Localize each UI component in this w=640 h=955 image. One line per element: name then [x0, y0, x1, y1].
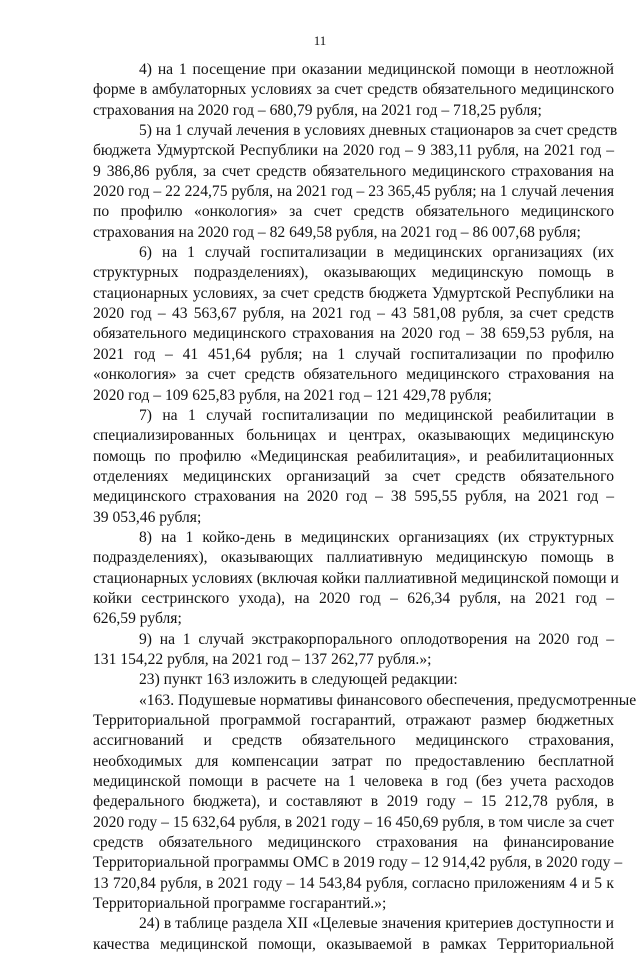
- text-line: 9) на 1 случай экстракорпорального оплодотворения на 2020 год –: [139, 630, 614, 648]
- text-line: необходимых для компенсации затрат по предоставлению бесплатной: [93, 752, 614, 770]
- text-line: 2020 год – 43 563,67 рубля, на 2021 год – 43 581,08 рубля, за счет средств: [93, 305, 614, 323]
- text-line: 7) на 1 случай госпитализации по медицинской реабилитации в: [139, 406, 614, 424]
- text-line: бюджета Удмуртской Республики на 2020 год – 9 383,11 рубля, на 2021 год –: [93, 142, 614, 160]
- text-line: подразделениях), оказывающих паллиативную медицинскую помощь в: [93, 549, 614, 567]
- text-line: койки сестринского ухода), на 2020 год – 626,34 рубля, на 2021 год –: [93, 589, 614, 607]
- text-line: отделениях медицинских организаций за счет средств обязательного: [93, 467, 614, 485]
- text-line: помощь по профилю «Медицинская реабилитация», и реабилитационных: [93, 447, 614, 465]
- text-line: стационарных условиях (включая койки паллиативной медицинской помощи и: [93, 569, 619, 587]
- text-line: 39 053,46 рубля;: [93, 508, 202, 526]
- text-line: «онкология» за счет средств обязательного медицинского страхования на: [93, 366, 614, 384]
- text-line: страхования на 2020 год – 82 649,58 рубля, на 2021 год – 86 007,68 рубля;: [93, 223, 581, 241]
- text-line: 5) на 1 случай лечения в условиях дневных стационаров за счет средств: [139, 122, 618, 140]
- text-line: Территориальной программе госгарантий.»;: [93, 895, 387, 913]
- text-line: качества медицинской помощи, оказываемой в рамках Территориальной: [93, 935, 614, 953]
- text-line: 626,59 рубля;: [93, 610, 182, 628]
- text-line: 24) в таблице раздела XII «Целевые значения критериев доступности и: [139, 915, 614, 933]
- text-line: 4) на 1 посещение при оказании медицинской помощи в неотложной: [139, 61, 614, 78]
- text-line: 8) на 1 койко-день в медицинских организациях (их структурных: [139, 528, 614, 546]
- text-line: специализированных больницах и центрах, оказывающих медицинскую: [93, 427, 614, 445]
- text-line: 131 154,22 рубля, на 2021 год – 137 262,77 рубля.»;: [93, 650, 432, 668]
- text-line: стационарных условиях, за счет средств бюджета Удмуртской Республики на: [93, 284, 614, 302]
- page-number: 11: [313, 33, 327, 48]
- text-line: 2021 год – 41 451,64 рубля; на 1 случай госпитализации по профилю: [93, 345, 614, 363]
- text-line: Территориальной программой госгарантий, отражают размер бюджетных: [93, 712, 614, 729]
- text-line: 2020 год – 22 224,75 рубля, на 2021 год – 23 365,45 рубля; на 1 случай лечения: [93, 183, 614, 201]
- document-body: [93, 60, 637, 955]
- text-line: обязательного медицинского страхования на 2020 год – 38 659,53 рубля, на: [93, 325, 614, 343]
- text-line: 2020 год – 109 625,83 рубля, на 2021 год – 121 429,78 рубля;: [93, 386, 492, 404]
- text-line: по профилю «онкология» за счет средств обязательного медицинского: [93, 203, 614, 221]
- text-line: 6) на 1 случай госпитализации в медицинских организациях (их: [139, 244, 614, 262]
- text-line: 23) пункт 163 изложить в следующей редакции:: [139, 671, 458, 689]
- text-line: 9 386,86 рубля, за счет средств обязательного медицинского страхования на: [93, 162, 614, 180]
- text-line: форме в амбулаторных условиях за счет средств обязательного медицинского: [93, 81, 614, 99]
- text-line: средств обязательного медицинского страхования на финансирование: [93, 834, 614, 852]
- text-line: медицинской помощи в расчете на 1 человека в год (без учета расходов: [93, 773, 614, 791]
- text-line: 13 720,84 рубля, в 2021 году – 14 543,84 рубля, согласно приложениям 4 и 5 к: [93, 874, 614, 892]
- text-line: 2020 году – 15 632,64 рубля, в 2021 году – 16 450,69 рубля, в том числе за счет: [93, 813, 614, 831]
- text-line: структурных подразделениях), оказывающих медицинскую помощь в: [93, 264, 614, 282]
- text-line: «163. Подушевые нормативы финансового обеспечения, предусмотренные: [139, 691, 637, 709]
- text-line: Территориальной программы ОМС в 2019 году – 12 914,42 рубля, в 2020 году –: [93, 854, 623, 872]
- text-line: страхования на 2020 год – 680,79 рубля, на 2021 год – 718,25 рубля;: [93, 101, 542, 119]
- text-line: федерального бюджета), и составляют в 2019 году – 15 212,78 рубля, в: [93, 793, 614, 811]
- text-line: медицинского страхования на 2020 год – 38 595,55 рубля, на 2021 год –: [93, 488, 614, 506]
- text-line: ассигнований и средств обязательного медицинского страхования,: [93, 732, 614, 750]
